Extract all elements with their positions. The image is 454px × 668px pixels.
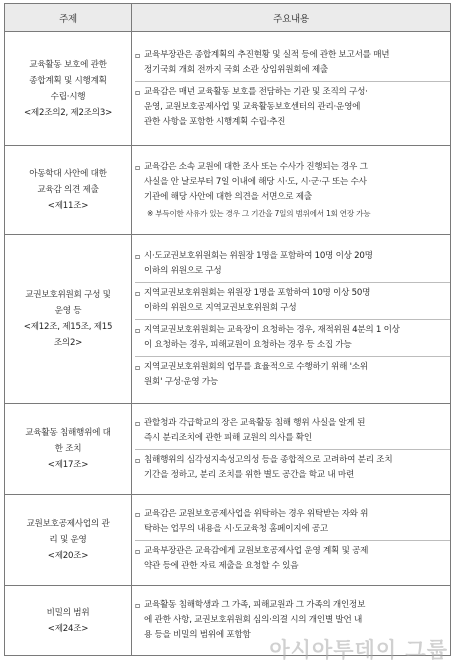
table-row bbox=[5, 495, 451, 586]
list-item bbox=[135, 598, 450, 643]
list-item bbox=[135, 48, 450, 78]
square-bullet-icon: ▫ bbox=[135, 546, 141, 556]
table-row bbox=[5, 404, 451, 495]
list-item bbox=[135, 540, 450, 574]
item-text: 지역교권보호위원회는 위원장 1명을 포함하여 10명 이상 50명 이하의 위원으로 지역교권보호위원회 구성 bbox=[144, 287, 371, 313]
item-text: 시·도교권보호위원회는 위원장 1명을 포함하여 10명 이상 20명 이하의 위원으로 구성 bbox=[144, 250, 373, 276]
list-item bbox=[135, 249, 450, 279]
list-item bbox=[135, 507, 450, 537]
square-bullet-icon: ▫ bbox=[135, 601, 141, 610]
item-text: 교육활동 침해학생과 그 가족, 피해교원과 그 가족의 개인정보 에 관한 사항, 교권보호위원회 심의·의결 시의 개인별 발언 내 용 등을 비밀의 범위에 포함함 bbox=[144, 600, 366, 640]
topic-cell bbox=[5, 586, 132, 656]
note-text: ※ 부득이한 사유가 있는 경우 그 기간을 7일의 범위에서 1회 연장 가능 bbox=[147, 209, 371, 218]
topic-ref: <제11조> bbox=[47, 201, 89, 211]
square-bullet-icon: ▫ bbox=[135, 509, 141, 519]
topic-title: 아동학대 사안에 대한 교육감 의견 제출 bbox=[29, 169, 107, 195]
item-text: 지역교권보호위원회의 업무를 효율적으로 수행하기 위해 '소위 원회' 구성·운영 가능 bbox=[144, 361, 368, 387]
content-cell bbox=[132, 235, 451, 404]
topic-ref: <제2조의2, 제2조의3> bbox=[23, 107, 113, 118]
topic-cell bbox=[5, 146, 132, 235]
topic-title: 비밀의 범위 bbox=[46, 607, 90, 618]
list-item bbox=[135, 449, 450, 483]
table-header-row bbox=[5, 4, 451, 32]
list-item bbox=[135, 319, 450, 353]
item-text: 지역교권보호위원회는 교육장이 요청하는 경우, 재적위원 4분의 1 이상 이 요청하는 경우, 피해교원이 요청하는 경우 등 소집 가능 bbox=[144, 324, 400, 350]
square-bullet-icon: ▫ bbox=[135, 50, 141, 60]
list-item bbox=[135, 282, 450, 316]
square-bullet-icon: ▫ bbox=[135, 87, 141, 97]
item-text: 침해행위의 심각성지속성고의성 등을 종합적으로 고려하여 분리 조치 기간을 정하고, 분리 조치를 위한 별도 공간을 학교 내 마련 bbox=[144, 454, 393, 480]
item-text: 관할청과 각급학교의 장은 교육활동 침해 행위 사실을 알게 된 즉시 분리조치에 관한 피해 교원의 의사를 확인 bbox=[144, 417, 366, 443]
topic-ref: <제20조> bbox=[47, 551, 89, 561]
table-row bbox=[5, 146, 451, 235]
topic-cell bbox=[5, 32, 132, 146]
item-text: 교육감은 매년 교육활동 보호를 전담하는 기관 및 조직의 구성· 운영, 교원보호공제사업 및 교육활동보호센터의 관리·운영에 관한 사항을 포함한 시행계획 수립·추진 bbox=[144, 86, 368, 127]
list-item bbox=[135, 160, 450, 205]
topic-title: 교육활동 침해행위에 대 한 조치 bbox=[25, 428, 111, 454]
provisions-table bbox=[4, 3, 451, 656]
topic-ref: <제12조, 제15조, 제15 조의2> bbox=[23, 322, 113, 348]
content-cell bbox=[132, 32, 451, 146]
topic-cell bbox=[5, 235, 132, 404]
content-cell bbox=[132, 495, 451, 586]
table-row bbox=[5, 32, 451, 146]
list-item bbox=[135, 81, 450, 130]
header-content: 주요내용 bbox=[132, 4, 451, 32]
square-bullet-icon: ▫ bbox=[135, 362, 141, 372]
square-bullet-icon: ▫ bbox=[135, 325, 141, 335]
square-bullet-icon: ▫ bbox=[135, 163, 141, 172]
content-cell bbox=[132, 404, 451, 495]
topic-title: 교원보호공제사업의 관 리 및 운영 bbox=[26, 519, 110, 545]
item-text: 교육부장관은 교육감에게 교원보호공제사업 운영 계획 및 공제 약관 등에 관한 자료 제출을 요청할 수 있음 bbox=[144, 545, 369, 571]
square-bullet-icon: ▫ bbox=[135, 288, 141, 298]
topic-title: 교권보호위원회 구성 및 운영 등 bbox=[25, 290, 111, 316]
topic-ref: <제17조> bbox=[47, 460, 89, 470]
list-item bbox=[135, 356, 450, 390]
table-row bbox=[5, 586, 451, 656]
topic-ref: <제24조> bbox=[47, 623, 89, 634]
content-cell bbox=[132, 146, 451, 235]
header-topic: 주제 bbox=[5, 4, 132, 32]
table-row bbox=[5, 235, 451, 404]
item-text: 교육감은 소속 교원에 대한 조사 또는 수사가 진행되는 경우 그 사실을 안 날로부터 7일 이내에 해당 시·도, 시·군·구 또는 수사 기관에 해당 사안에 대한 의견을 서면으로 제출 bbox=[144, 162, 368, 202]
item-text: 교육부장관은 종합계획의 추진현황 및 실적 등에 관한 보고서를 매년 정기국회 개회 전까지 국회 소관 상임위원회에 제출 bbox=[144, 49, 390, 75]
square-bullet-icon: ▫ bbox=[135, 455, 141, 465]
list-item bbox=[135, 416, 450, 446]
content-cell bbox=[132, 586, 451, 656]
topic-title: 교육활동 보호에 관한 종합계획 및 시행계획 수립·시행 bbox=[29, 59, 107, 102]
topic-cell bbox=[5, 404, 132, 495]
topic-cell bbox=[5, 495, 132, 586]
item-text: 교육감은 교원보호공제사업을 위탁하는 경우 위탁받는 자와 위 탁하는 업무의 내용을 시·도교육청 홈페이지에 공고 bbox=[144, 508, 369, 534]
square-bullet-icon: ▫ bbox=[135, 251, 141, 261]
square-bullet-icon: ▫ bbox=[135, 418, 141, 428]
publisher-watermark: 아시아투데이 그룹 bbox=[269, 638, 448, 662]
